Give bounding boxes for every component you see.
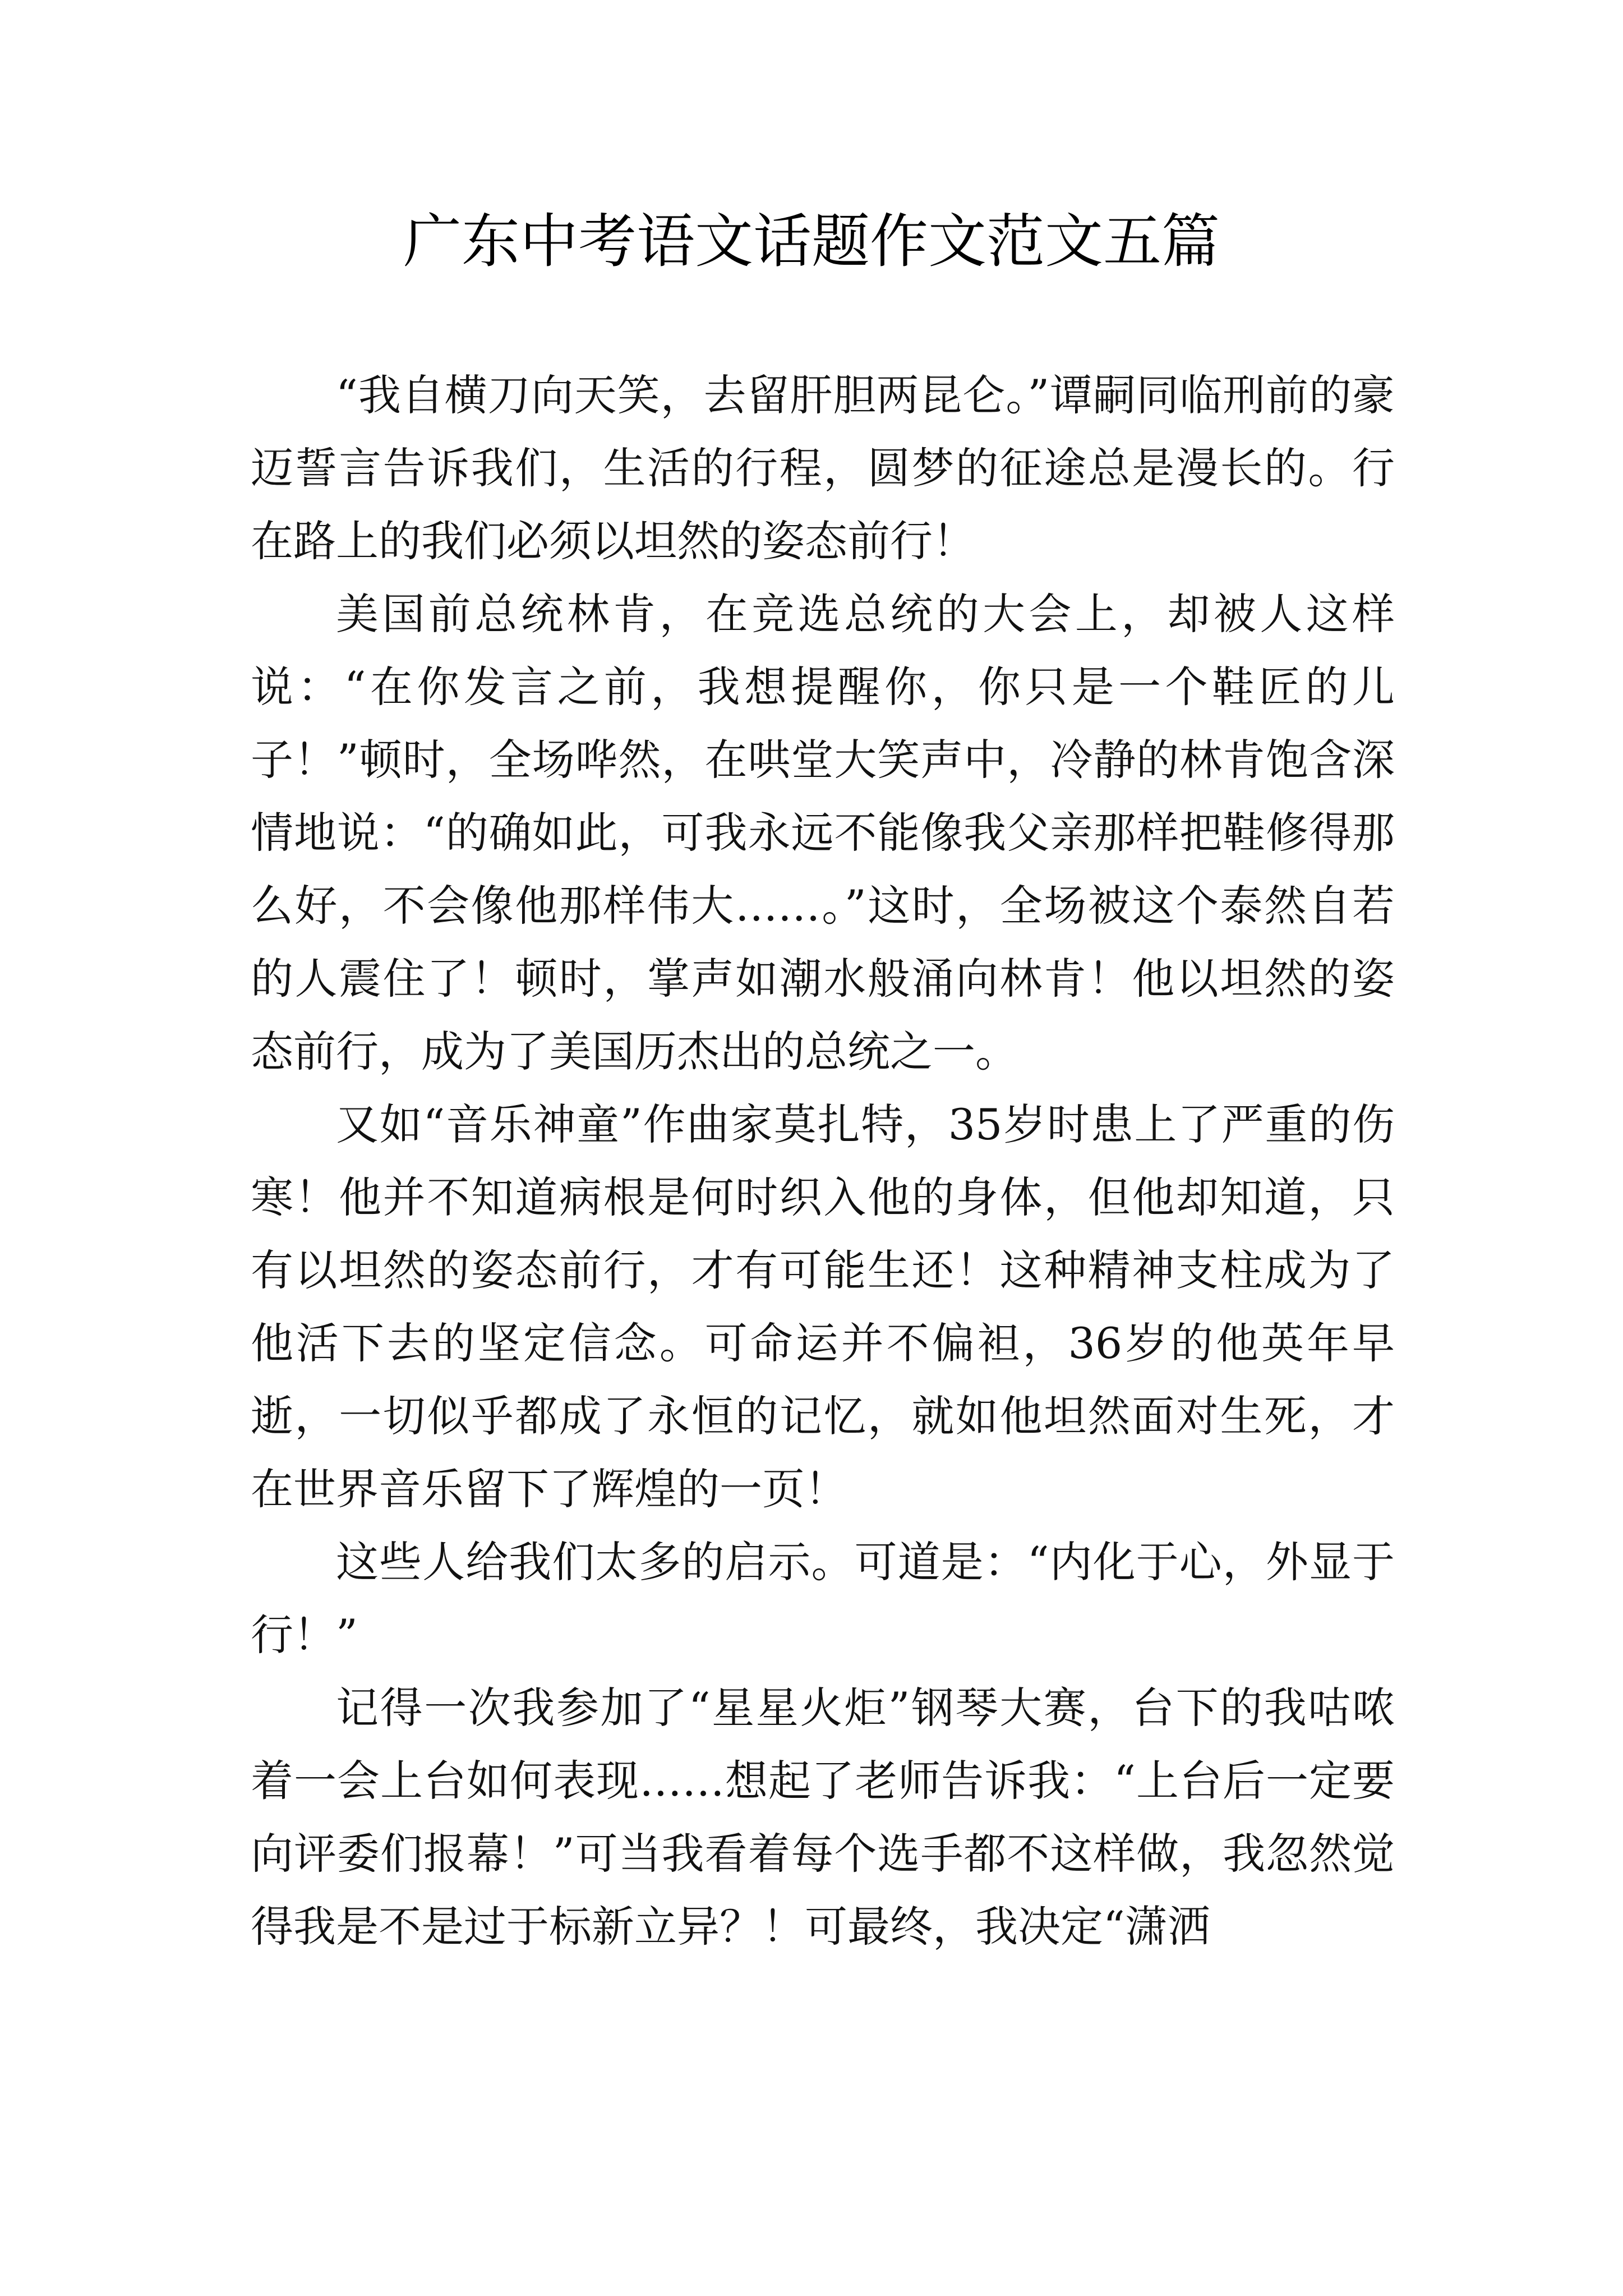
paragraph-1: “我自横刀向天笑，去留肝胆两昆仑。”谭嗣同临刑前的豪迈誓言告诉我们，生活的行程，圆梦的征途总是漫长的。行在路上的我们必须以坦然的姿态前行！ <box>251 370 1395 566</box>
paragraph-2: 美国前总统林肯，在竞选总统的大会上，却被人这样说：“在你发言之前，我想提醒你，你只是一个鞋匠的儿子！”顿时，全场哗然，在哄堂大笑声中，冷静的林肯饱含深情地说：“的确如此，可我永远不能像我父亲那样把鞋修得那么好，不会像他那样伟大……。”这时，全场被这个泰然自若的人震住了！顿时，掌声如潮水般涌向林肯！他以坦然的姿态前行，成为了美国历杰出的总统之一。 <box>251 589 1395 1076</box>
paragraph-3: 又如“音乐神童”作曲家莫扎特，35岁时患上了严重的伤寒！他并不知道病根是何时织入他的身体，但他却知道，只有以坦然的姿态前行，才有可能生还！这种精神支柱成为了他活下去的坚定信念。可命运并不偏袒，36岁的他英年早逝，一切似乎都成了永恒的记忆，就如他坦然面对生死，才在世界音乐留下了辉煌的一页！ <box>251 1099 1395 1514</box>
paragraph-4: 这些人给我们太多的启示。可道是：“内化于心，外显于行！” <box>251 1537 1395 1660</box>
document-body <box>251 359 1395 1963</box>
document-title: 广东中考语文话题作文范文五篇 <box>403 207 1220 275</box>
paragraph-5: 记得一次我参加了“星星火炬”钢琴大赛，台下的我咕哝着一会上台如何表现……想起了老师告诉我：“上台后一定要向评委们报幕！”可当我看着每个选手都不这样做，我忽然觉得我是不是过于标新立异？！可最终，我决定“潇洒 <box>251 1683 1395 1952</box>
